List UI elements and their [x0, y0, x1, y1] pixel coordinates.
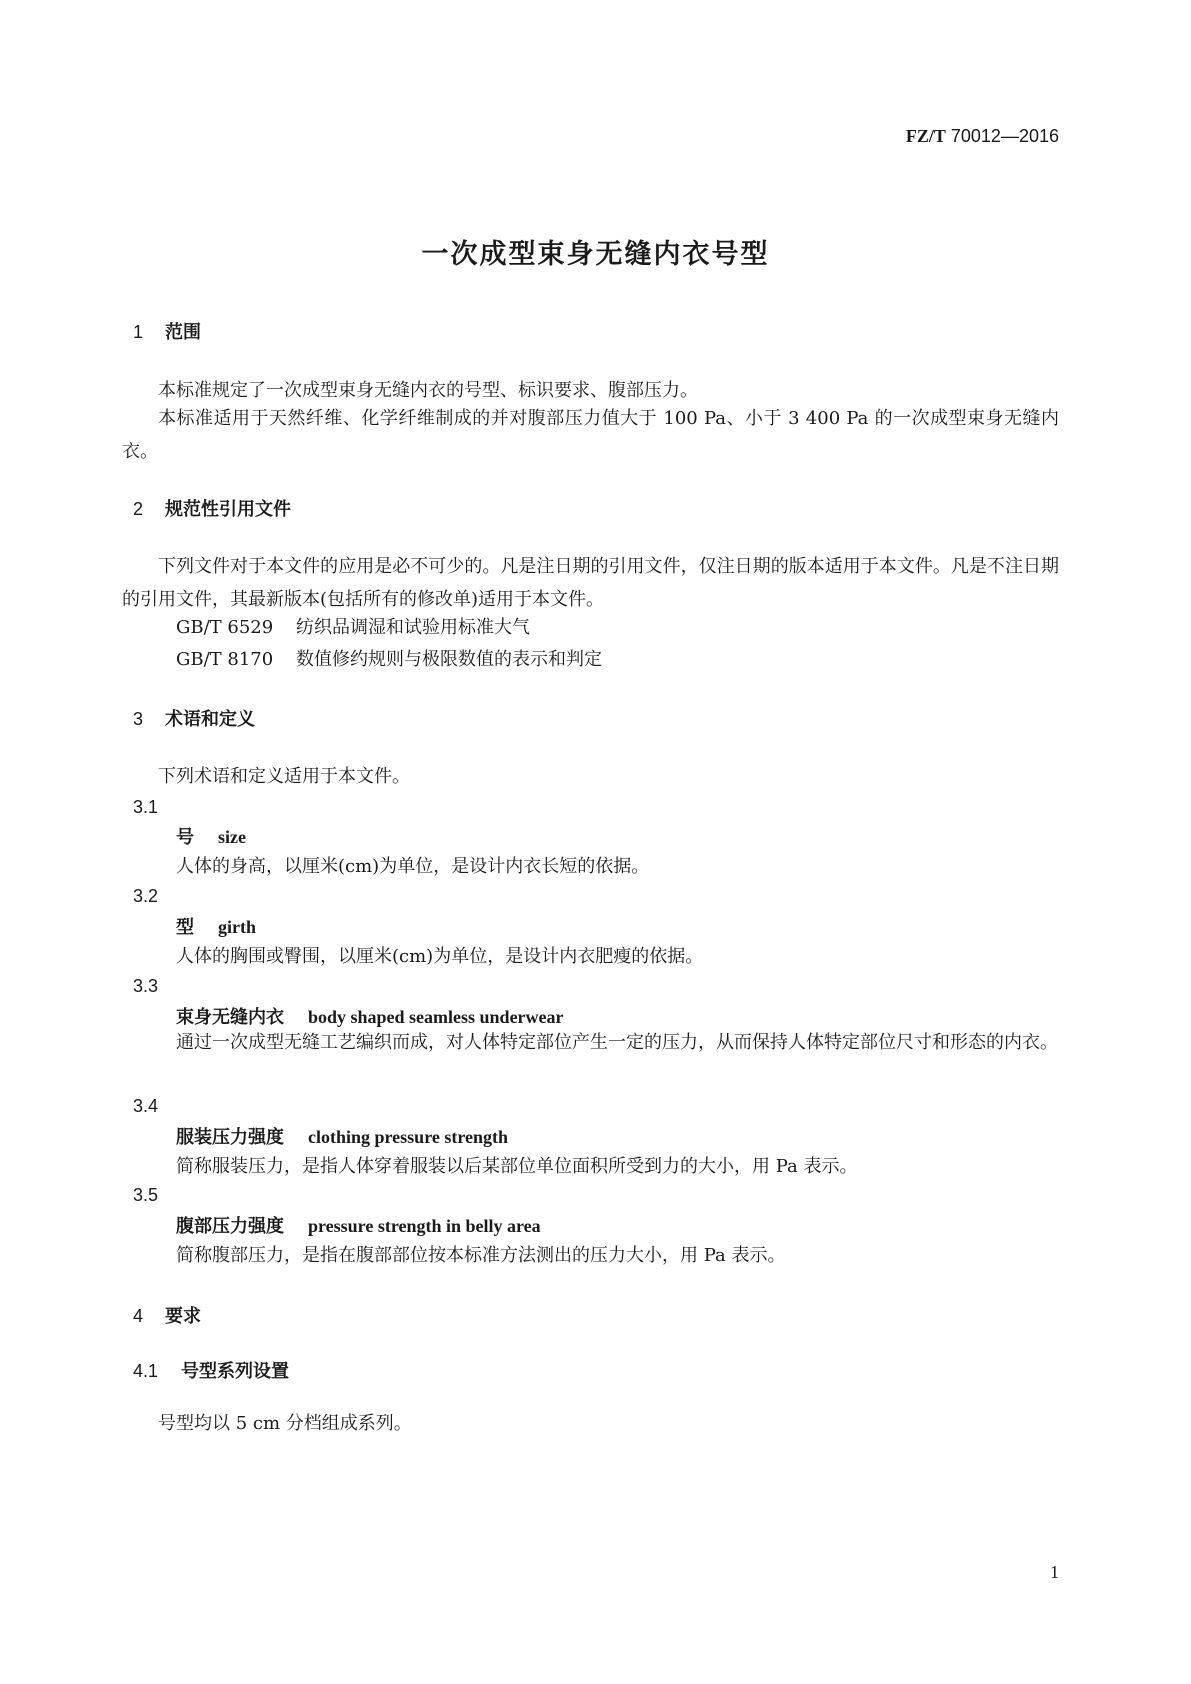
section-2-title: 规范性引用文件	[165, 499, 291, 520]
section-3-heading: 3 术语和定义	[133, 709, 255, 730]
term-english: size	[218, 827, 246, 847]
term-definition: 人体的身高，以厘米(cm)为单位，是设计内衣长短的依据。	[176, 856, 650, 877]
document-title: 一次成型束身无缝内衣号型	[421, 239, 770, 270]
term-english: girth	[218, 917, 256, 937]
term-definition: 通过一次成型无缝工艺编织而成，对人体特定部位产生一定的压力，从而保持人体特定部位尺寸和形态的内衣。	[176, 1032, 1058, 1053]
page-number: 1	[1050, 1562, 1059, 1582]
term-english: body shaped seamless underwear	[308, 1007, 564, 1027]
term-number: 3.4	[133, 1096, 159, 1116]
reference-code: GB/T 6529	[176, 617, 274, 638]
reference-title: 纺织品调湿和试验用标准大气	[296, 617, 530, 638]
term-chinese: 服装压力强度	[176, 1127, 284, 1148]
section-2-heading: 2 规范性引用文件	[133, 499, 291, 520]
section-4-title: 要求	[165, 1306, 201, 1327]
section-1-title: 范围	[165, 322, 201, 343]
section-4-1-heading: 4.1 号型系列设置	[133, 1361, 289, 1382]
reference-title: 数值修约规则与极限数值的表示和判定	[296, 649, 602, 670]
section-3-title: 术语和定义	[165, 709, 255, 730]
term-number: 3.5	[133, 1185, 159, 1205]
term-english: clothing pressure strength	[308, 1127, 509, 1147]
section-3-intro: 下列术语和定义适用于本文件。	[158, 766, 410, 787]
term-chinese: 型	[176, 917, 194, 938]
term-heading	[176, 1212, 541, 1238]
term-number: 3.1	[133, 797, 159, 817]
section-4-heading: 4 要求	[133, 1306, 201, 1327]
section-2-paragraph-1: 下列文件对于本文件的应用是必不可少的。凡是注日期的引用文件，仅注日期的版本适用于本文件。凡是不注日期的引用文件，其最新版本(包括所有的修改单)适用于本文件。	[122, 556, 1059, 610]
term-definition: 人体的胸围或臀围，以厘米(cm)为单位，是设计内衣肥瘦的依据。	[176, 946, 704, 967]
standard-number: 70012—2016	[950, 126, 1059, 146]
section-1-heading: 1 范围	[133, 322, 201, 343]
term-chinese: 束身无缝内衣	[176, 1007, 284, 1028]
term-english: pressure strength in belly area	[308, 1216, 541, 1236]
term-chinese: 腹部压力强度	[176, 1216, 284, 1237]
term-definition: 简称腹部压力，是指在腹部部位按本标准方法测出的压力大小，用 Pa 表示。	[176, 1245, 786, 1266]
section-1-paragraph-1: 本标准规定了一次成型束身无缝内衣的号型、标识要求、腹部压力。	[158, 380, 698, 401]
normative-reference	[176, 645, 602, 671]
term-heading	[176, 1123, 508, 1149]
standard-prefix: FZ/T	[905, 126, 946, 146]
section-4-1-title: 号型系列设置	[181, 1361, 289, 1382]
term-number: 3.3	[133, 976, 159, 996]
standard-code	[906, 126, 1059, 147]
term-chinese: 号	[176, 827, 194, 848]
reference-code: GB/T 8170	[176, 649, 274, 670]
term-heading	[176, 913, 256, 939]
section-4-1-paragraph: 号型均以 5 cm 分档组成系列。	[158, 1413, 412, 1434]
section-1-paragraph-2: 本标准适用于天然纤维、化学纤维制成的并对腹部压力值大于 100 Pa、小于 3 400 Pa 的一次成型束身无缝内衣。	[122, 408, 1059, 462]
term-definition: 简称服装压力，是指人体穿着服装以后某部位单位面积所受到力的大小，用 Pa 表示。	[176, 1156, 858, 1177]
term-heading	[176, 823, 246, 849]
normative-reference	[176, 613, 530, 639]
term-number: 3.2	[133, 886, 159, 906]
